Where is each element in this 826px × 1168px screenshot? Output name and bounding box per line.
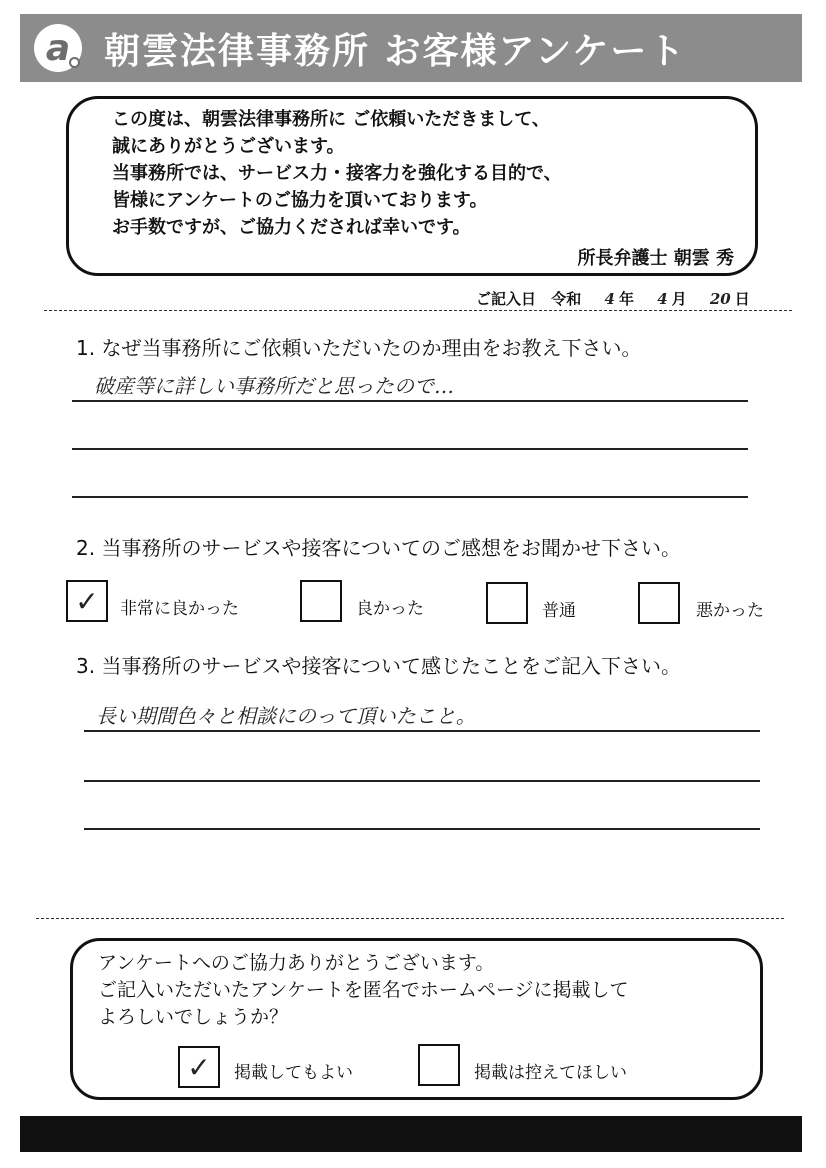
intro-line: 当事務所では、サービス力・接客力を強化する目的で、: [112, 163, 562, 184]
date-day[interactable]: 20: [709, 290, 731, 308]
intro-line: 皆様にアンケートのご協力を頂いております。: [112, 190, 488, 211]
intro-line: お手数ですが、ご協力くだされば幸いです。: [112, 217, 471, 238]
answer-line: [84, 730, 760, 732]
date-era: 令和: [551, 290, 582, 308]
date-year[interactable]: 4: [604, 290, 615, 308]
date-label: ご記入日: [476, 290, 537, 308]
consent-message: [98, 950, 628, 1031]
checkbox-publish-ok[interactable]: ✓: [178, 1046, 220, 1088]
answer-1[interactable]: 破産等に詳しい事務所だと思ったので…: [94, 374, 454, 398]
checkbox-good[interactable]: [300, 580, 342, 622]
checkbox-publish-decline[interactable]: [418, 1044, 460, 1086]
checkbox-very-good[interactable]: ✓: [66, 580, 108, 622]
option-label-bad: 悪かった: [696, 601, 764, 621]
signature: 所長弁護士 朝雲 秀: [577, 248, 734, 269]
answer-3[interactable]: 長い期間色々と相談にのって頂いたこと。: [96, 704, 476, 728]
question-3: 3. 当事務所のサービスや接客について感じたことをご記入下さい。: [76, 654, 682, 678]
page-title: 朝雲法律事務所 お客様アンケート: [104, 30, 687, 72]
option-label-very-good: 非常に良かった: [120, 599, 239, 619]
intro-message: [112, 106, 562, 241]
section-divider: [44, 310, 792, 311]
logo-letter: a: [45, 27, 71, 69]
checkbox-normal[interactable]: [486, 582, 528, 624]
answer-line: [72, 400, 748, 402]
brand-logo: [34, 24, 82, 72]
option-label-good: 良かった: [356, 599, 424, 619]
answer-line: [84, 780, 760, 782]
answer-line: [72, 448, 748, 450]
header-band: [20, 14, 802, 82]
consent-line: ご記入いただいたアンケートを匿名でホームページに掲載して: [98, 979, 629, 1001]
intro-line: 誠にありがとうございます。: [112, 136, 345, 157]
footer-bar: [20, 1116, 802, 1152]
answer-line: [84, 828, 760, 830]
consent-line: よろしいでしょうか？: [98, 1006, 289, 1028]
date-year-unit: 年: [618, 290, 634, 308]
entry-date: [476, 288, 750, 309]
date-day-unit: 日: [734, 290, 750, 308]
question-1: 1. なぜ当事務所にご依頼いただいたのか理由をお教え下さい。: [76, 336, 642, 360]
checkbox-bad[interactable]: [638, 582, 680, 624]
consent-line: アンケートへのご協力ありがとうございます。: [98, 952, 495, 974]
date-month[interactable]: 4: [657, 290, 668, 308]
option-label-normal: 普通: [542, 601, 576, 621]
option-label-publish-ok: 掲載してもよい: [234, 1063, 353, 1083]
option-label-publish-decline: 掲載は控えてほしい: [474, 1063, 627, 1083]
section-divider: [36, 918, 784, 919]
date-month-unit: 月: [671, 290, 687, 308]
answer-line: [72, 496, 748, 498]
logo-dot: [71, 59, 78, 66]
intro-line: この度は、朝雲法律事務所に ご依頼いただきまして、: [112, 109, 550, 130]
question-2: 2. 当事務所のサービスや接客についてのご感想をお聞かせ下さい。: [76, 536, 682, 560]
